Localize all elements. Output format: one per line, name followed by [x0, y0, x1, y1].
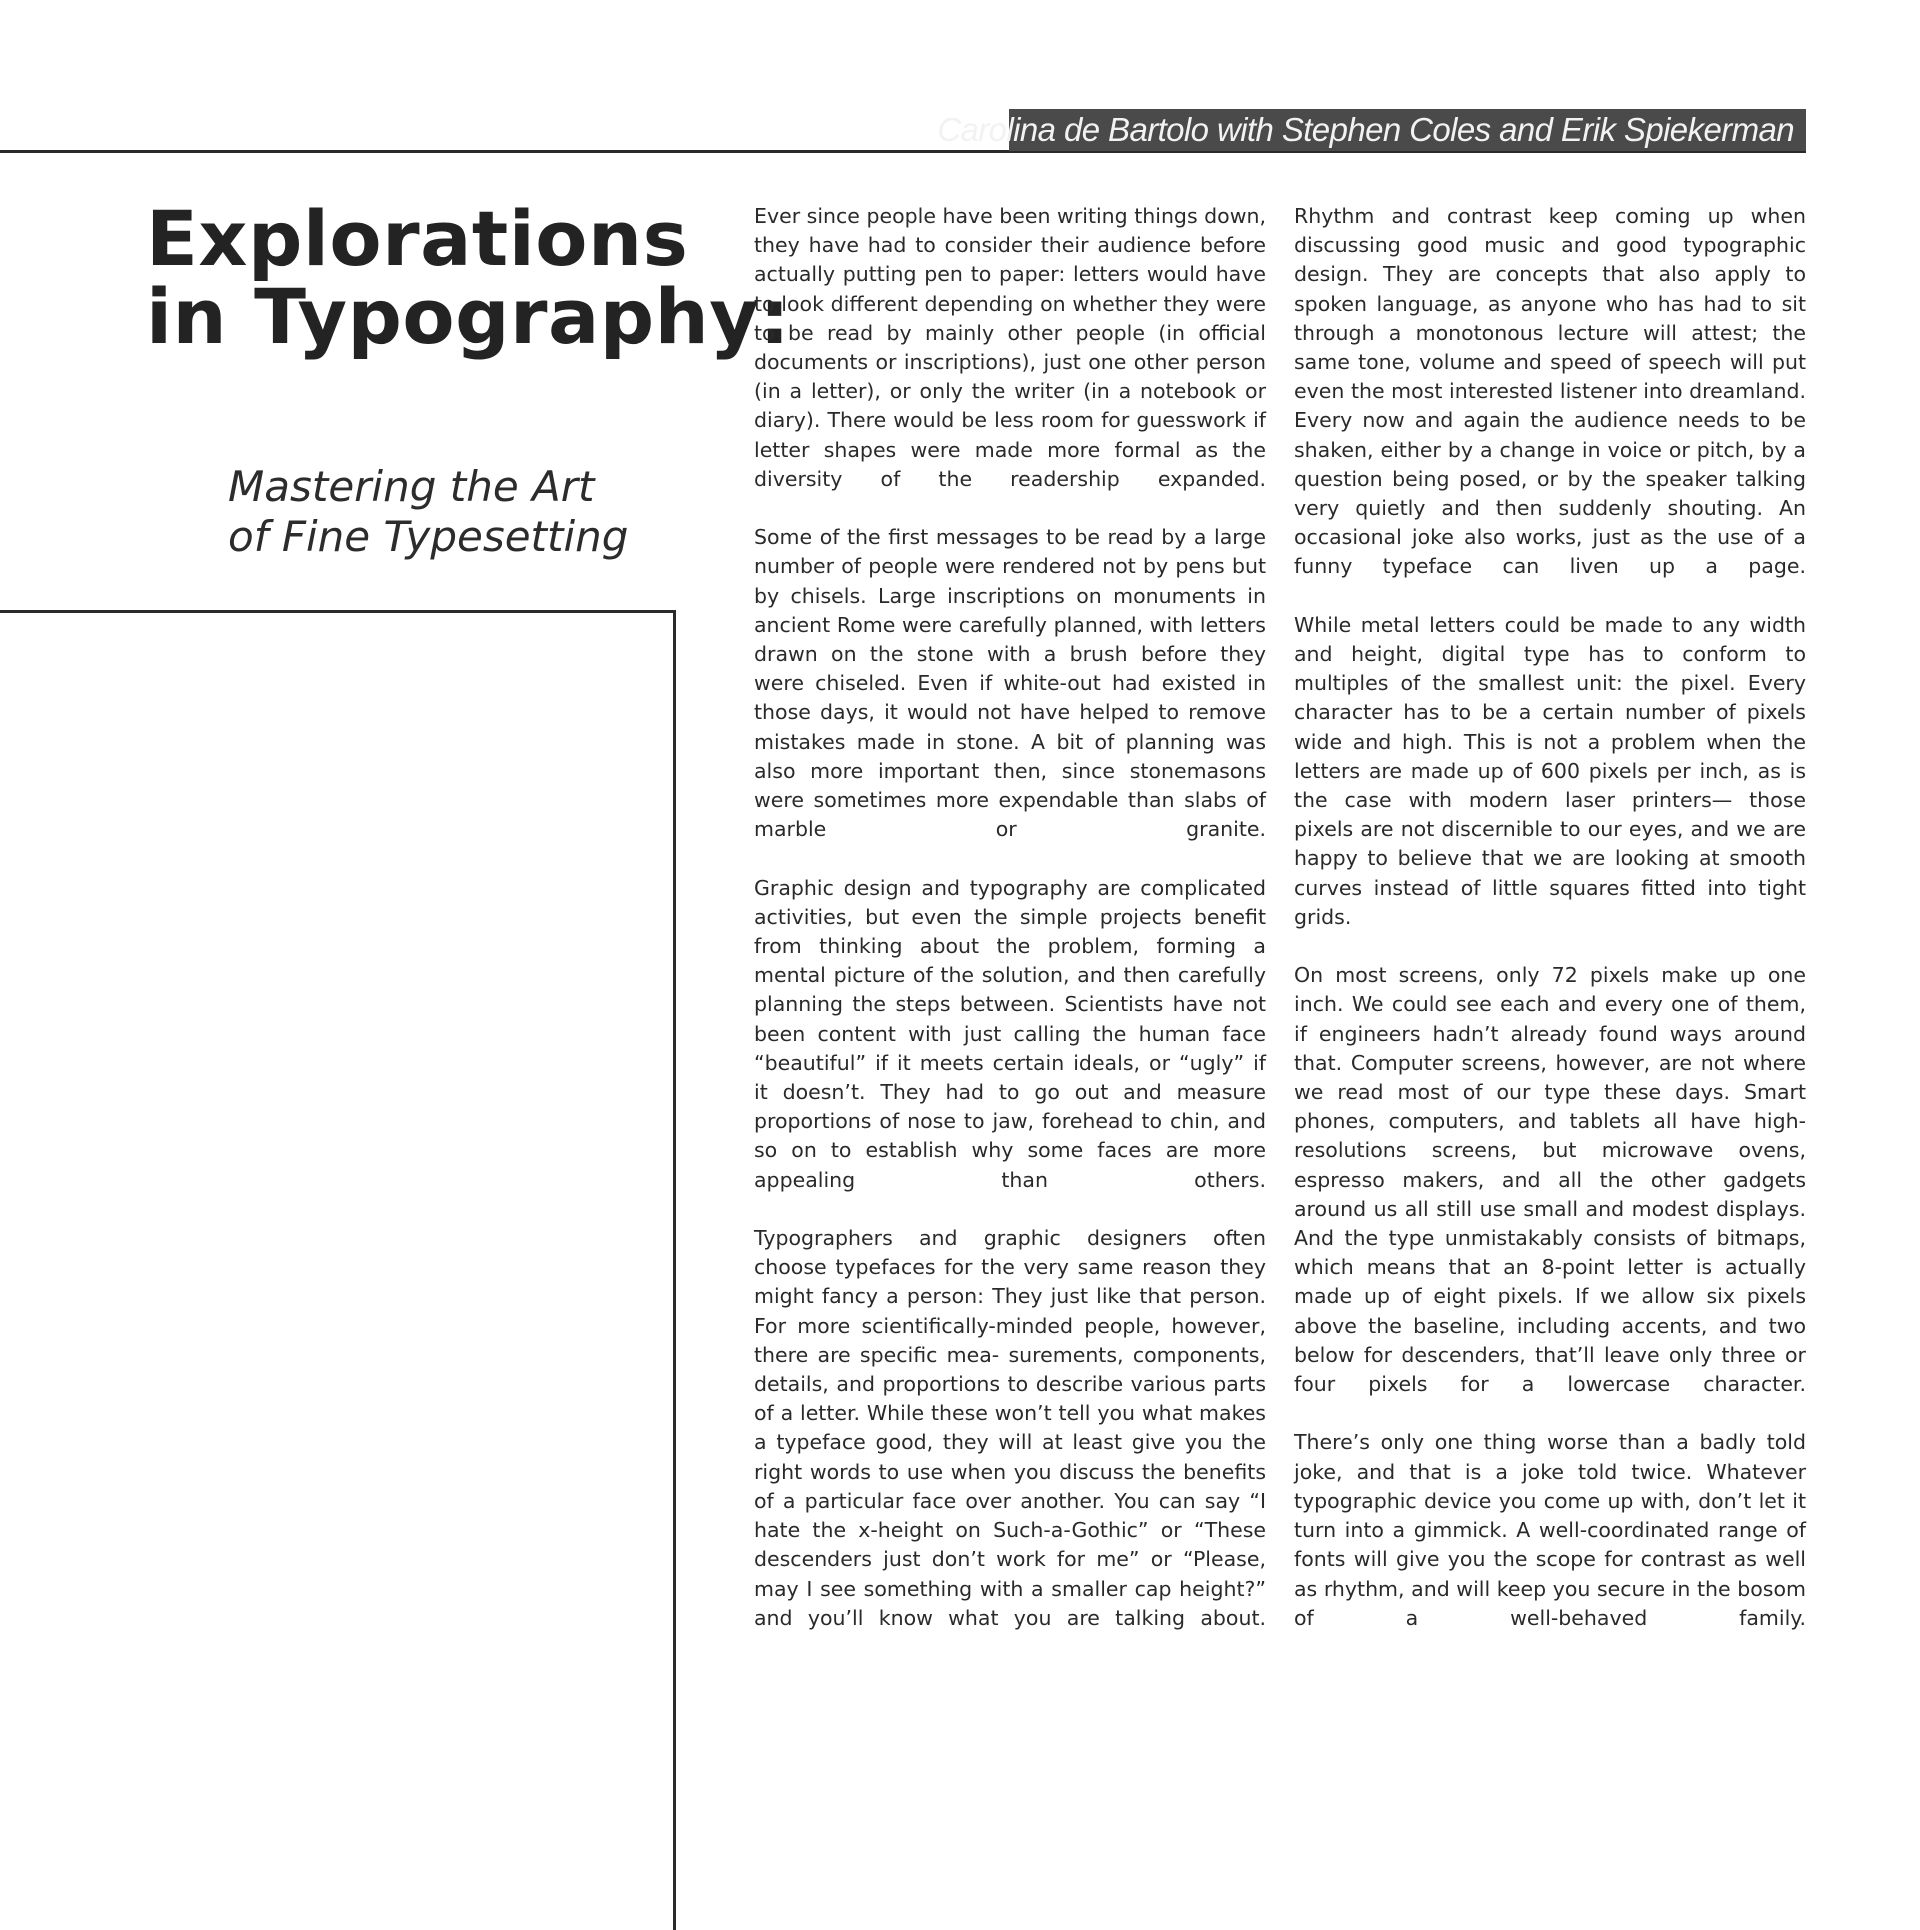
subtitle-line-2: of Fine Typesetting [228, 512, 629, 561]
author-credit: Carolina de Bartolo with Stephen Coles and Erik Spiekerman [937, 111, 1794, 148]
paragraph: While metal letters could be made to any width and height, digital type has to conform to multiples of the smallest unit: the pixel. Every character has to be a certain number of pixels wide and high. This is not a problem when the letters are made up of 600 pixels per inch, as is the case with modern laser printers— those pixels are not discernible to our eyes, and we are happy to believe that we are looking at smooth curves instead of little squares fitted into tight grids. [1294, 612, 1806, 929]
subtitle-line-1: Mastering the Art [228, 462, 595, 511]
paragraph: Rhythm and contrast keep coming up when discussing good music and good typographic design. They are concepts that also apply to spoken language, as anyone who has had to sit through a monotonous lecture will attest; the same tone, volume and speed of speech will put even the most interested listener into dreamland. Every now and again the audience needs to be shaken, either by a change in voice or pitch, by a question being posed, or by the speaker talking very quietly and then suddenly shouting. An occasional joke also works, just as the use of a funny typeface can liven up a page. [1294, 204, 1806, 579]
paragraph: Typographers and graphic designers often choose typefaces for the very same reason they might fancy a person: They just like that person. For more scientifically-minded people, however, there are specific mea- surements, components, details, and proportions to describe various parts of a letter. While these won’t tell you what makes a typeface good, they will at least give you the right words to use when you discuss the benefits of a particular face over another. You can say “I hate the x-height on Such-a-Gothic” or “These descenders just don’t work for me” or “Please, may I see something with a smaller cap height?” and you’ll know what you are talking about. [754, 1226, 1266, 1630]
paragraph: On most screens, only 72 pixels make up one inch. We could see each and every one of them, if engineers hadn’t already found ways around that. Computer screens, however, are not where we read most of our type these days. Smart phones, computers, and tablets all have high-resolutions screens, but microwave ovens, espresso makers, and all the other gadgets around us all still use small and modest displays. And the type unmistakably consists of bitmaps, which means that an 8-point letter is actually made up of eight pixels. If we allow six pixels above the baseline, including accents, and two below for descenders, that’ll leave only three or four pixels for a lowercase character. [1294, 963, 1806, 1397]
paragraph: There’s only one thing worse than a badly told joke, and that is a joke told twice. Whatever typographic device you come up with, don’t let it turn into a gimmick. A well-coordinated range of fonts will give you the scope for contrast as well as rhythm, and will keep you secure in the bosom of a well-behaved family. [1294, 1430, 1806, 1630]
title-line-2: in Typography: [146, 272, 791, 361]
text-column-1 [754, 202, 1266, 1662]
text-column-2 [1294, 202, 1806, 1662]
image-frame [0, 610, 676, 1930]
paragraph: Some of the first messages to be read by a large number of people were rendered not by pens but by chisels. Large inscriptions on monuments in ancient Rome were carefully planned, with letters drawn on the stone with a brush before they were chiseled. Even if white-out had existed in those days, it would not have helped to remove mistakes made in stone. A bit of planning was also more important then, since stonemasons were sometimes more expendable than slabs of marble or granite. [754, 525, 1266, 842]
paragraph: Ever since people have been writing things down, they have had to consider their audience before actually putting pen to paper: letters would have to look different depending on whether they were to be read by mainly other people (in official documents or inscriptions), just one other person (in a letter), or only the writer (in a notebook or diary). There would be less room for guesswork if letter shapes were made more formal as the diversity of the readership expanded. [754, 204, 1266, 491]
page-title [146, 194, 791, 361]
page-subtitle [228, 462, 628, 562]
paragraph: Graphic design and typography are complicated activities, but even the simple projects benefit from thinking about the problem, forming a mental picture of the solution, and then carefully planning the steps between. Scientists have not been content with just calling the human face “beautiful” if it meets certain ideals, or “ugly” if it doesn’t. They had to go out and measure proportions of nose to jaw, forehead to chin, and so on to establish why some faces are more appealing than others. [754, 875, 1266, 1192]
author-banner [937, 109, 1806, 151]
title-line-1: Explorations [146, 194, 689, 283]
